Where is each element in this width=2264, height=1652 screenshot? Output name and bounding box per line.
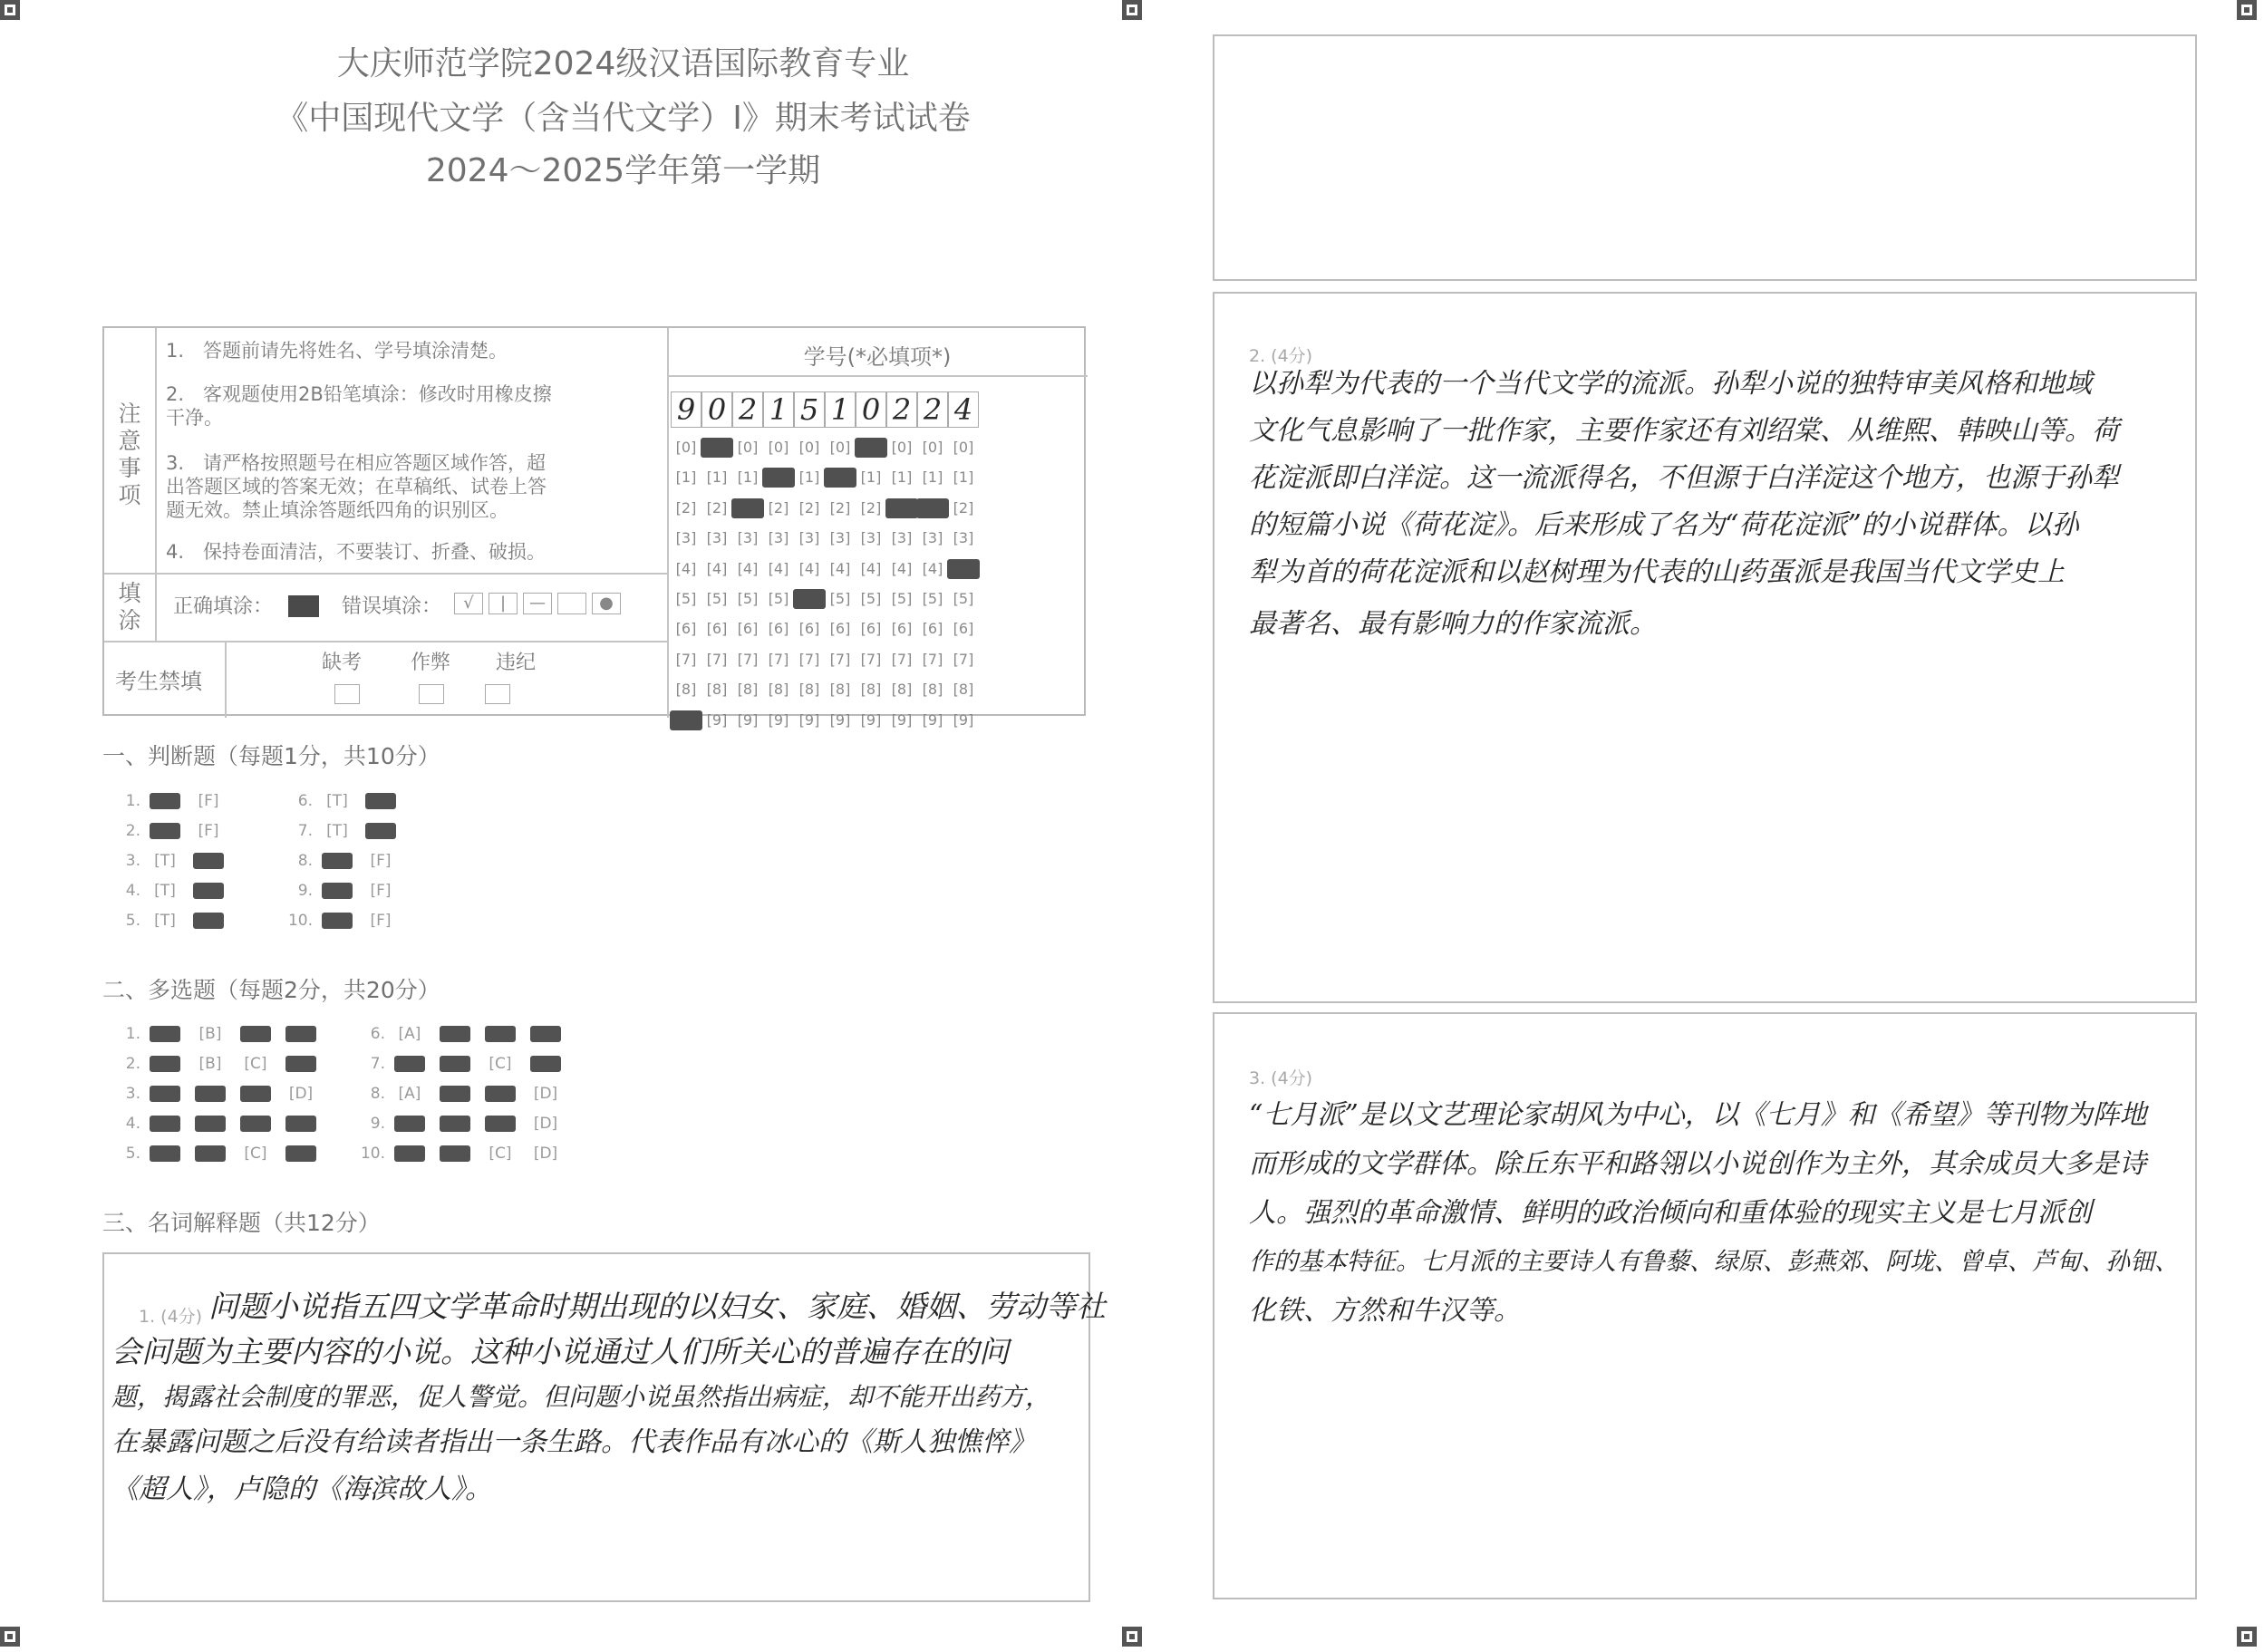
mc-option[interactable] [195,1116,226,1132]
student-id-bubble[interactable]: [8] [860,681,882,699]
mc-question-number: 9. [370,1115,385,1133]
student-id-bubble[interactable]: [2] [706,498,728,517]
mc-option[interactable] [394,1116,425,1132]
student-id-bubble[interactable]: [8] [675,681,697,699]
mc-option[interactable]: [D] [533,1145,558,1163]
mc-option[interactable] [150,1056,180,1072]
mc-option[interactable] [530,1056,561,1072]
mc-option[interactable]: [C] [244,1145,267,1163]
student-id-bubble[interactable]: [6] [953,620,974,638]
tf-option[interactable]: [T] [154,912,176,930]
tf-option[interactable] [322,913,353,929]
mc-option[interactable] [285,1145,316,1162]
student-id-bubble[interactable]: [8] [953,681,974,699]
student-id-bubble[interactable]: [8] [706,681,728,699]
student-id-bubble[interactable]: [3] [675,529,697,547]
mc-option[interactable] [150,1116,180,1132]
mc-option[interactable] [285,1026,316,1042]
mc-option[interactable] [195,1145,226,1162]
student-id-bubble[interactable]: [2] [829,498,851,517]
exam-title-term: 2024～2025学年第一学期 [425,152,821,189]
corner-mark-top-center [1122,0,1142,20]
corner-mark-bottom-left [0,1627,20,1647]
student-id-bubble[interactable]: [0] [829,439,851,456]
exam-title-course: 《中国现代文学（含当代文学）Ⅰ》期末考试试卷 [276,100,971,137]
student-id-bubble[interactable]: [3] [922,529,943,547]
mc-option[interactable] [150,1086,180,1102]
corner-mark-top-right [2237,0,2257,20]
tf-question-number: 2. [125,822,140,840]
student-id-bubble[interactable]: [0] [798,439,820,456]
student-id-bubble[interactable]: [7] [798,650,820,668]
q3-line-2: 而形成的文学群体。除丘东平和路翎以小说创作为主外，其余成员大多是诗 [1249,1148,2146,1180]
mc-option[interactable] [150,1145,180,1162]
notice-label: 注意事项 [118,401,141,508]
student-id-bubble[interactable]: [5] [829,590,851,607]
tf-question-number: 9. [297,882,313,900]
student-id-bubble[interactable]: [3] [798,529,820,547]
student-id-bubble[interactable] [793,589,826,609]
student-id-bubble[interactable] [855,438,887,458]
notice-item-4: 4. 保持卷面清洁，不要装订、折叠、破损。 [166,541,547,563]
q3-label: 3. (4分) [1249,1068,1313,1088]
student-id-bubble[interactable]: [6] [768,620,789,638]
mc-option[interactable] [485,1116,516,1132]
mc-option[interactable] [285,1056,316,1072]
answer-box-continued[interactable] [1213,34,2197,281]
student-id-bubble[interactable]: [2] [675,498,697,517]
student-id-bubble[interactable]: [6] [798,620,820,638]
student-id-digit: 0 [856,391,886,428]
tf-option[interactable]: [F] [198,822,219,840]
tf-option[interactable] [193,853,224,869]
q1-line-1: 问题小说指五四文学革命时期出现的以妇女、家庭、婚姻、劳动等社 [208,1289,1106,1324]
q3-line-3: 人。强烈的革命激情、鲜明的政治倾向和重体验的现实主义是七月派创 [1249,1197,2092,1229]
tf-option[interactable]: [F] [198,792,219,810]
notice-item-1: 1. 答题前请先将姓名、学号填涂清楚。 [166,340,508,362]
q2-line-2: 文化气息影响了一批作家，主要作家还有刘绍棠、从维熙、韩映山等。荷 [1249,415,2119,447]
wrong-fill-label: 错误填涂： [342,595,442,618]
mc-option[interactable] [394,1056,425,1072]
tf-question-number: 1. [125,792,140,810]
mc-question-number: 8. [370,1085,385,1103]
tf-option[interactable]: [T] [326,822,348,840]
student-id-bubble[interactable]: [4] [768,559,789,577]
q2-line-5: 犁为首的荷花淀派和以赵树理为代表的山药蛋派是我国当代文学史上 [1249,556,2065,588]
mc-option[interactable]: [D] [288,1085,314,1103]
tf-option[interactable]: [T] [326,792,348,810]
student-id-bubble[interactable]: [9] [706,710,728,729]
tf-option[interactable]: [T] [154,882,176,900]
student-id-bubble[interactable]: [6] [860,620,882,638]
student-id-bubble[interactable]: [5] [737,590,759,607]
student-id-bubble[interactable]: [1] [737,469,759,487]
student-id-bubble[interactable]: [4] [675,559,697,577]
mc-option[interactable]: [D] [533,1115,558,1133]
student-id-bubble[interactable] [824,468,856,488]
student-id-bubble[interactable]: [9] [891,710,913,729]
student-id-label: 学号(*必填项*) [803,344,952,370]
q3-line-5: 化铁、方然和牛汉等。 [1249,1295,1521,1327]
student-id-bubble[interactable]: [4] [706,559,728,577]
student-id-bubble[interactable]: [6] [675,620,697,638]
student-id-bubble[interactable]: [4] [860,559,882,577]
student-id-bubble[interactable]: [5] [860,590,882,607]
wrong-fill-sample-empty [557,593,586,614]
q1-line-3: 题，揭露社会制度的罪恶，促人警觉。但问题小说虽然指出病症，却不能开出药方， [111,1382,1051,1412]
student-id-digit: 1 [825,391,856,428]
student-id-bubble[interactable]: [1] [891,469,913,487]
notice-item-3c: 题无效。禁止填涂答题纸四角的识别区。 [166,499,508,521]
student-id-bubble[interactable]: [2] [860,498,882,517]
tf-option[interactable]: [F] [370,852,392,870]
mc-option[interactable] [530,1026,561,1042]
tf-question-number: 3. [125,852,140,870]
student-id-bubble[interactable]: [8] [922,681,943,699]
tf-option[interactable]: [T] [154,852,176,870]
mc-option[interactable] [285,1116,316,1132]
mc-option[interactable] [240,1086,271,1102]
student-id-bubble[interactable]: [6] [829,620,851,638]
student-id-bubble[interactable]: [9] [922,710,943,729]
q2-line-6: 最著名、最有影响力的作家流派。 [1249,608,1657,640]
tf-question-number: 8. [297,852,313,870]
prohibit-violation-label: 违纪 [496,652,537,674]
student-id-bubble[interactable]: [6] [706,620,728,638]
student-id-bubble[interactable]: [1] [706,469,728,487]
student-id-bubble[interactable]: [0] [675,439,697,456]
student-id-bubble[interactable] [947,559,980,579]
mc-option[interactable] [150,1026,180,1042]
student-id-bubble[interactable]: [1] [922,469,943,487]
student-id-bubble[interactable]: [6] [737,620,759,638]
tf-option[interactable] [150,823,180,839]
student-id-bubble[interactable]: [2] [768,498,789,517]
section3-title: 三、名词解释题（共12分） [102,1210,381,1236]
answer-box-q1[interactable] [102,1252,1106,1602]
mc-option[interactable] [440,1116,470,1132]
q2-line-4: 的短篇小说《荷花淀》。后来形成了名为“荷花淀派”的小说群体。以孙 [1249,509,2079,541]
mc-option[interactable]: [C] [244,1055,267,1073]
student-id-digit: 2 [732,391,763,428]
student-id-bubble[interactable]: [3] [829,529,851,547]
student-id-bubble[interactable]: [0] [768,439,789,456]
student-id-bubble[interactable]: [3] [768,529,789,547]
student-id-bubble[interactable]: [2] [953,498,974,517]
student-id-bubble[interactable]: [8] [829,681,851,699]
mc-question-number: 6. [370,1025,385,1043]
student-id-bubble[interactable]: [7] [891,650,913,668]
tf-option[interactable] [193,883,224,899]
prohibit-label: 考生禁填 [115,669,202,694]
student-id-bubble[interactable]: [0] [922,439,943,456]
notice-item-2b: 干净。 [166,407,223,429]
tf-option[interactable]: [F] [370,882,392,900]
correct-fill-sample [288,595,319,617]
mc-question-number: 10. [360,1145,385,1163]
mc-question-number: 7. [370,1055,385,1073]
q1-line-4: 在暴露问题之后没有给读者指出一条生路。代表作品有冰心的《斯人独憔悴》 [111,1426,1036,1458]
student-id-bubble[interactable]: [0] [953,439,974,456]
student-id-bubble[interactable]: [3] [860,529,882,547]
mc-option[interactable]: [C] [489,1145,512,1163]
student-id-bubble[interactable]: [9] [953,710,974,729]
student-id-bubble[interactable]: [7] [737,650,759,668]
student-id-bubble[interactable]: [7] [922,650,943,668]
student-id-bubble[interactable]: [5] [891,590,913,607]
mc-option[interactable] [440,1086,470,1102]
mc-option[interactable]: [D] [533,1085,558,1103]
q3-line-4: 作的基本特征。七月派的主要诗人有鲁藜、绿原、彭燕郊、阿垅、曾卓、芦甸、孙钿、 [1249,1248,2179,1276]
student-id-digit: 4 [948,391,979,428]
mc-option[interactable]: [B] [198,1055,222,1073]
student-id-bubble[interactable]: [5] [768,590,789,607]
q1-line-5: 《超人》，卢隐的《海滨故人》。 [111,1473,492,1505]
mc-option[interactable] [440,1026,470,1042]
mc-option[interactable] [195,1086,226,1102]
student-id-bubble[interactable]: [9] [737,710,759,729]
student-id-bubble[interactable]: [4] [737,559,759,577]
student-id-digit: 5 [794,391,825,428]
prohibit-violation-box[interactable] [485,684,510,704]
mc-question-number: 3. [125,1085,140,1103]
tf-option[interactable]: [F] [370,912,392,930]
student-id-bubble[interactable]: [3] [737,529,759,547]
wrong-fill-sample-dash: — [523,593,552,614]
wrong-fill-sample-bar: | [489,593,518,614]
q1-label: 1. (4分) [139,1307,203,1327]
wrong-fill-sample-dot: ● [592,593,621,614]
mc-question-number: 2. [125,1055,140,1073]
student-id-digit: 2 [917,391,948,428]
answer-box-q3[interactable] [1213,1012,2197,1599]
tf-question-number: 6. [297,792,313,810]
student-id-bubble[interactable]: [7] [675,650,697,668]
student-id-bubble[interactable]: [3] [891,529,913,547]
tf-option[interactable] [365,793,396,809]
student-id-bubble[interactable] [762,468,795,488]
student-id-bubble[interactable]: [5] [953,590,974,607]
tf-option[interactable] [365,823,396,839]
student-id-bubble[interactable]: [5] [675,590,697,607]
mc-question-number: 1. [125,1025,140,1043]
student-id-bubble[interactable]: [9] [768,710,789,729]
q2-line-1: 以孙犁为代表的一个当代文学的流派。孙犁小说的独特审美风格和地域 [1249,368,2092,400]
q2-line-3: 花淀派即白洋淀。这一流派得名，不但源于白洋淀这个地方，也源于孙犁 [1249,462,2119,494]
tf-option[interactable] [193,913,224,929]
student-id-bubble[interactable]: [4] [922,559,943,577]
mc-option[interactable]: [C] [489,1055,512,1073]
student-id-bubble[interactable]: [7] [706,650,728,668]
q3-line-1: “七月派”是以文艺理论家胡风为中心，以《七月》和《希望》等刊物为阵地 [1249,1099,2147,1131]
correct-fill-label: 正确填涂： [173,595,274,618]
mc-option[interactable] [240,1026,271,1042]
mc-option[interactable]: [A] [398,1025,421,1043]
student-id-bubble[interactable]: [1] [953,469,974,487]
student-id-bubble[interactable]: [8] [768,681,789,699]
student-id-bubble[interactable]: [0] [891,439,913,456]
student-id-digit: 2 [886,391,917,428]
wrong-fill-sample-check: √ [454,593,483,614]
wrong-fill-samples [449,593,621,614]
notice-item-3: 3. 请严格按照题号在相应答题区域作答，超 [166,452,547,474]
tf-question-number: 7. [297,822,313,840]
mc-question-number: 4. [125,1115,140,1133]
mc-question-number: 5. [125,1145,140,1163]
exam-title-school: 大庆师范学院2024级汉语国际教育专业 [336,45,910,82]
mc-option[interactable]: [B] [198,1025,222,1043]
corner-mark-top-left [0,0,20,20]
tf-question-number: 10. [287,912,313,930]
tf-option[interactable] [322,883,353,899]
q2-label: 2. (4分) [1249,346,1313,366]
section1-title: 一、判断题（每题1分，共10分） [102,743,440,769]
student-id-digit: 1 [763,391,794,428]
student-id-bubble[interactable] [701,438,733,458]
student-id-bubble[interactable] [885,498,918,518]
student-id-bubble[interactable]: [7] [768,650,789,668]
student-id-bubble[interactable]: [1] [860,469,882,487]
mc-option[interactable] [440,1056,470,1072]
student-id-bubble[interactable]: [7] [953,650,974,668]
mc-option[interactable]: [A] [398,1085,421,1103]
student-id-bubble[interactable]: [4] [891,559,913,577]
student-id-bubble[interactable]: [7] [860,650,882,668]
mc-option[interactable] [394,1145,425,1162]
q1-line-2: 会问题为主要内容的小说。这种小说通过人们所关心的普遍存在的问 [111,1334,1009,1369]
student-id-digit: 0 [701,391,732,428]
student-id-bubble[interactable]: [6] [922,620,943,638]
student-id-bubble[interactable]: [9] [798,710,820,729]
student-id-bubble[interactable]: [3] [706,529,728,547]
notice-item-3b: 出答题区域的答案无效；在草稿纸、试卷上答 [166,476,547,498]
student-id-digit: 9 [671,391,701,428]
section2-title: 二、多选题（每题2分，共20分） [102,977,440,1003]
student-id-bubble[interactable]: [8] [737,681,759,699]
student-id-bubble[interactable] [670,710,702,730]
student-id-bubble[interactable]: [3] [953,529,974,547]
mc-option[interactable] [440,1145,470,1162]
student-id-bubble[interactable]: [1] [798,469,820,487]
tf-question-number: 5. [125,912,140,930]
student-id-bubble[interactable]: [0] [737,439,759,456]
prohibit-cheat-label: 作弊 [411,652,451,674]
mc-option[interactable] [485,1086,516,1102]
student-id-bubble[interactable]: [8] [798,681,820,699]
prohibit-absent-box[interactable] [334,684,360,704]
tf-option[interactable] [322,853,353,869]
mc-option[interactable] [240,1116,271,1132]
student-id-bubble[interactable]: [4] [829,559,851,577]
student-id-bubble[interactable]: [9] [829,710,851,729]
fill-label: 填涂 [118,580,141,633]
student-id-bubble[interactable]: [1] [675,469,697,487]
mc-option[interactable] [485,1026,516,1042]
corner-mark-bottom-center [1122,1627,1142,1647]
student-id-bubble[interactable]: [8] [891,681,913,699]
student-id-bubble[interactable]: [6] [891,620,913,638]
student-id-bubble[interactable]: [2] [798,498,820,517]
tf-option[interactable] [150,793,180,809]
student-id-bubble[interactable]: [7] [829,650,851,668]
student-id-bubble[interactable] [731,498,764,518]
corner-mark-bottom-right [2237,1627,2257,1647]
student-id-bubble[interactable]: [5] [922,590,943,607]
student-id-bubble[interactable]: [9] [860,710,882,729]
student-id-bubble[interactable]: [5] [706,590,728,607]
tf-question-number: 4. [125,882,140,900]
student-id-bubble[interactable]: [4] [798,559,820,577]
notice-item-2: 2. 客观题使用2B铅笔填涂：修改时用橡皮擦 [166,383,552,405]
prohibit-cheat-box[interactable] [419,684,444,704]
answer-box-q2[interactable] [1213,292,2197,1003]
prohibit-absent-label: 缺考 [322,652,363,674]
student-id-bubble[interactable] [916,498,949,518]
